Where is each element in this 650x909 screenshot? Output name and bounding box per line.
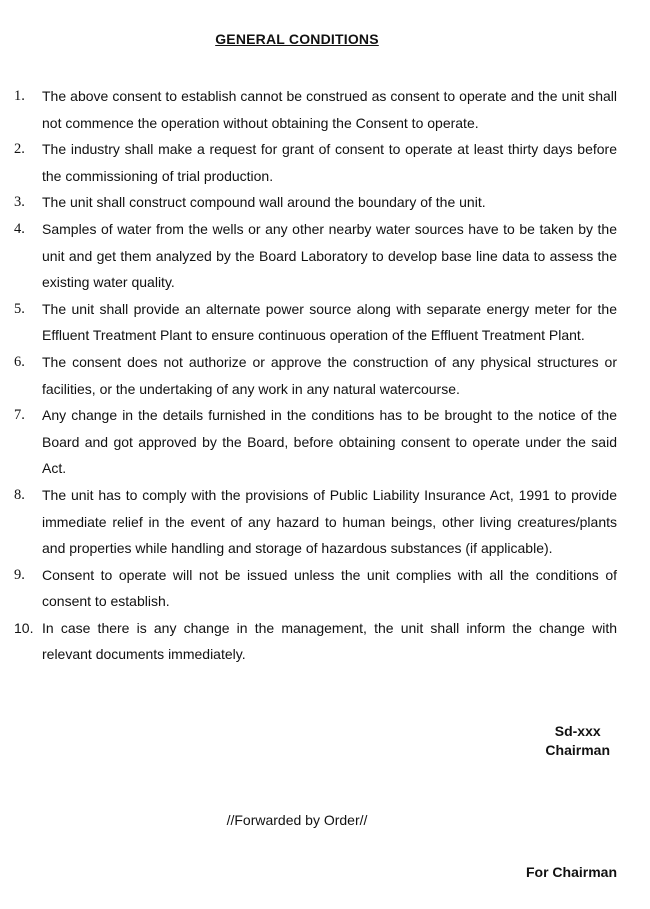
condition-item-10 — [14, 615, 617, 668]
conditions-list — [14, 83, 617, 668]
condition-number: 3. — [14, 194, 25, 211]
condition-number: 1. — [14, 88, 25, 104]
signature-designation: Chairman — [545, 742, 610, 758]
condition-text: The above consent to establish cannot be construed as consent to operate and the unit shall not commence the operation without obtaining the Consent to operate. — [42, 88, 617, 131]
condition-number: 7. — [14, 407, 25, 424]
condition-number: 5. — [14, 300, 25, 317]
condition-item-6 — [14, 349, 617, 402]
condition-text: The industry shall make a request for grant of consent to operate at least thirty days before the commissioning of trial production. — [42, 141, 617, 184]
condition-number: 4. — [14, 220, 25, 237]
condition-number: 2. — [14, 141, 25, 158]
condition-text: The unit has to comply with the provisions of Public Liability Insurance Act, 1991 to provide immediate relief in the event of any hazard to human beings, other living creatures/plants and properties while handling and storage of hazardous substances (if applicable). — [42, 486, 617, 557]
condition-item-1 — [14, 83, 617, 136]
condition-item-4 — [14, 216, 617, 296]
page-title: GENERAL CONDITIONS — [215, 31, 379, 47]
condition-text: Any change in the details furnished in the conditions has to be brought to the notice of the Board and got approved by the Board, before obtaining consent to operate under the said Act. — [42, 407, 617, 477]
condition-item-8 — [14, 482, 617, 562]
condition-text: The unit shall provide an alternate power source along with separate energy meter for the Effluent Treatment Plant to ensure continuous operation of the Effluent Treatment Plant. — [42, 300, 617, 344]
condition-number: 9. — [14, 566, 25, 583]
signature-sd: Sd-xxx — [554, 723, 601, 739]
condition-text: In case there is any change in the management, the unit shall inform the change with relevant documents immediately. — [42, 619, 617, 663]
condition-number: 8. — [14, 486, 25, 503]
condition-item-5 — [14, 296, 617, 349]
condition-number: 10. — [14, 619, 34, 636]
condition-text: The unit shall construct compound wall around the boundary of the unit. — [42, 194, 486, 211]
condition-item-9 — [14, 562, 617, 615]
condition-number: 6. — [14, 353, 25, 370]
condition-text: Samples of water from the wells or any other nearby water sources have to be taken by the unit and get them analyzed by the Board Laboratory to develop base line data to assess the existing water quality. — [42, 220, 617, 291]
forwarded-by-order: //Forwarded by Order// — [226, 812, 368, 828]
for-chairman: For Chairman — [525, 864, 617, 880]
condition-text: The consent does not authorize or approve the construction of any physical structures or facilities, or the undertaking of any work in any natural watercourse. — [42, 353, 617, 397]
condition-item-7 — [14, 402, 617, 482]
condition-text: Consent to operate will not be issued unless the unit complies with all the conditions of consent to establish. — [42, 566, 617, 610]
signature-block — [545, 722, 610, 760]
condition-item-3 — [14, 189, 617, 216]
condition-item-2 — [14, 136, 617, 189]
